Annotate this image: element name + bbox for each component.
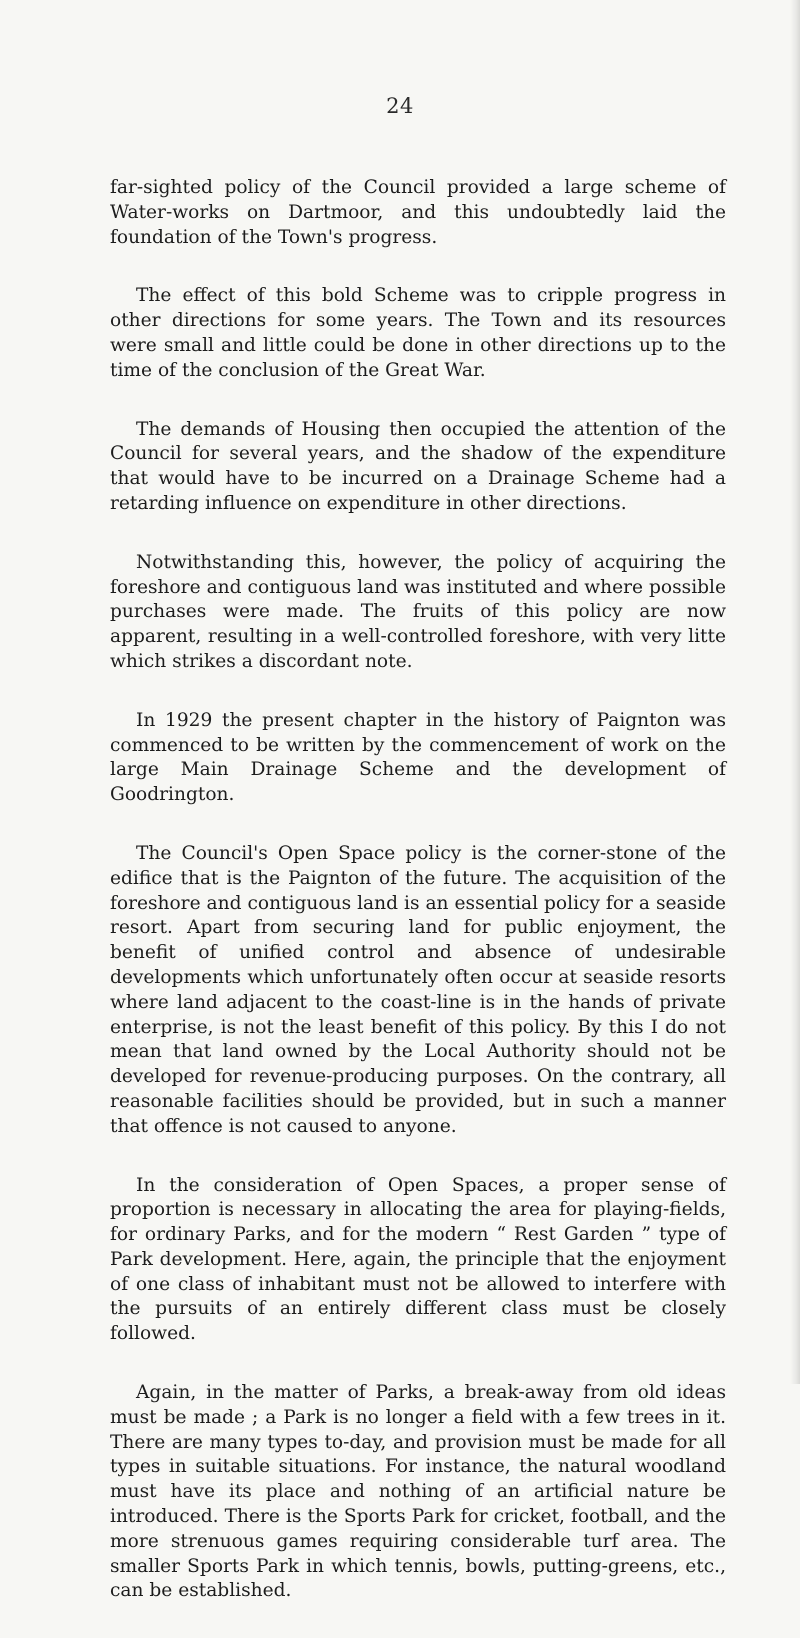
paragraph-6: The Council's Open Space policy is the corner-stone of the edifice that is the Paignton of the future. The acquisition of the foreshore and contiguous land is an essential policy for a seaside resort. Apart from securing land for public enjoyment, the benefit of unified control and absence of undesirable developments which unfortunately often occur at seaside resorts where land adjacent to the coast-line is in the hands of private enterprise, is not the least benefit of this policy. By this I do not mean that land owned by the Local Authority should not be developed for revenue-producing purposes. On the contrary, all reasonable facilities should be provided, but in such a manner that offence is not caused to anyone. [110,842,726,1137]
paragraph-3: The demands of Housing then occupied the attention of the Council for several years, and the shadow of the expenditure that would have to be incurred on a Drainage Scheme had a retarding influence on expenditure in other directions. [110,418,726,514]
paragraph-4: Notwithstanding this, however, the policy of acquiring the foreshore and contiguous land was instituted and where possible purchases were made. The fruits of this policy are now apparent, resulting in a well-controlled foreshore, with very litte which strikes a discordant note. [110,551,726,672]
paragraph-8: Again, in the matter of Parks, a break-away from old ideas must be made ; a Park is no longer a field with a few trees in it. There are many types to-day, and provision must be made for all types in suitable situations. For instance, the natural woodland must have its place and nothing of an artificial nature be introduced. There is the Sports Park for cricket, football, and the more strenuous games requiring considerable turf area. The smaller Sports Park in which tennis, bowls, putting-greens, etc., can be established. [110,1382,726,1602]
paragraph-7: In the consideration of Open Spaces, a proper sense of proportion is necessary in allocating the area for playing-fields, for ordinary Parks, and for the modern “ Rest Garden ” type of Park development. Here, again, the principle that the enjoyment of one class of inhabitant must not be allowed to interfere with the pursuits of an entirely different class must be closely followed. [110,1174,726,1345]
paragraph-2: The effect of this bold Scheme was to cripple progress in other directions for some years. The Town and its resources were small and little could be done in other directions up to the time of the conclusion of the Great War. [110,285,726,381]
page-number: 24 [386,94,414,118]
paragraph-1: far-sighted policy of the Council provided a large scheme of Water-works on Dartmoor, and this undoubtedly laid the foundation of the Town's progress. [110,177,726,248]
body-text [110,176,726,1638]
paragraph-5: In 1929 the present chapter in the history of Paignton was commenced to be written by the commencement of work on the large Main Drainage Scheme and the development of Goodrington. [110,709,726,806]
page-edge-shadow [790,0,800,1384]
